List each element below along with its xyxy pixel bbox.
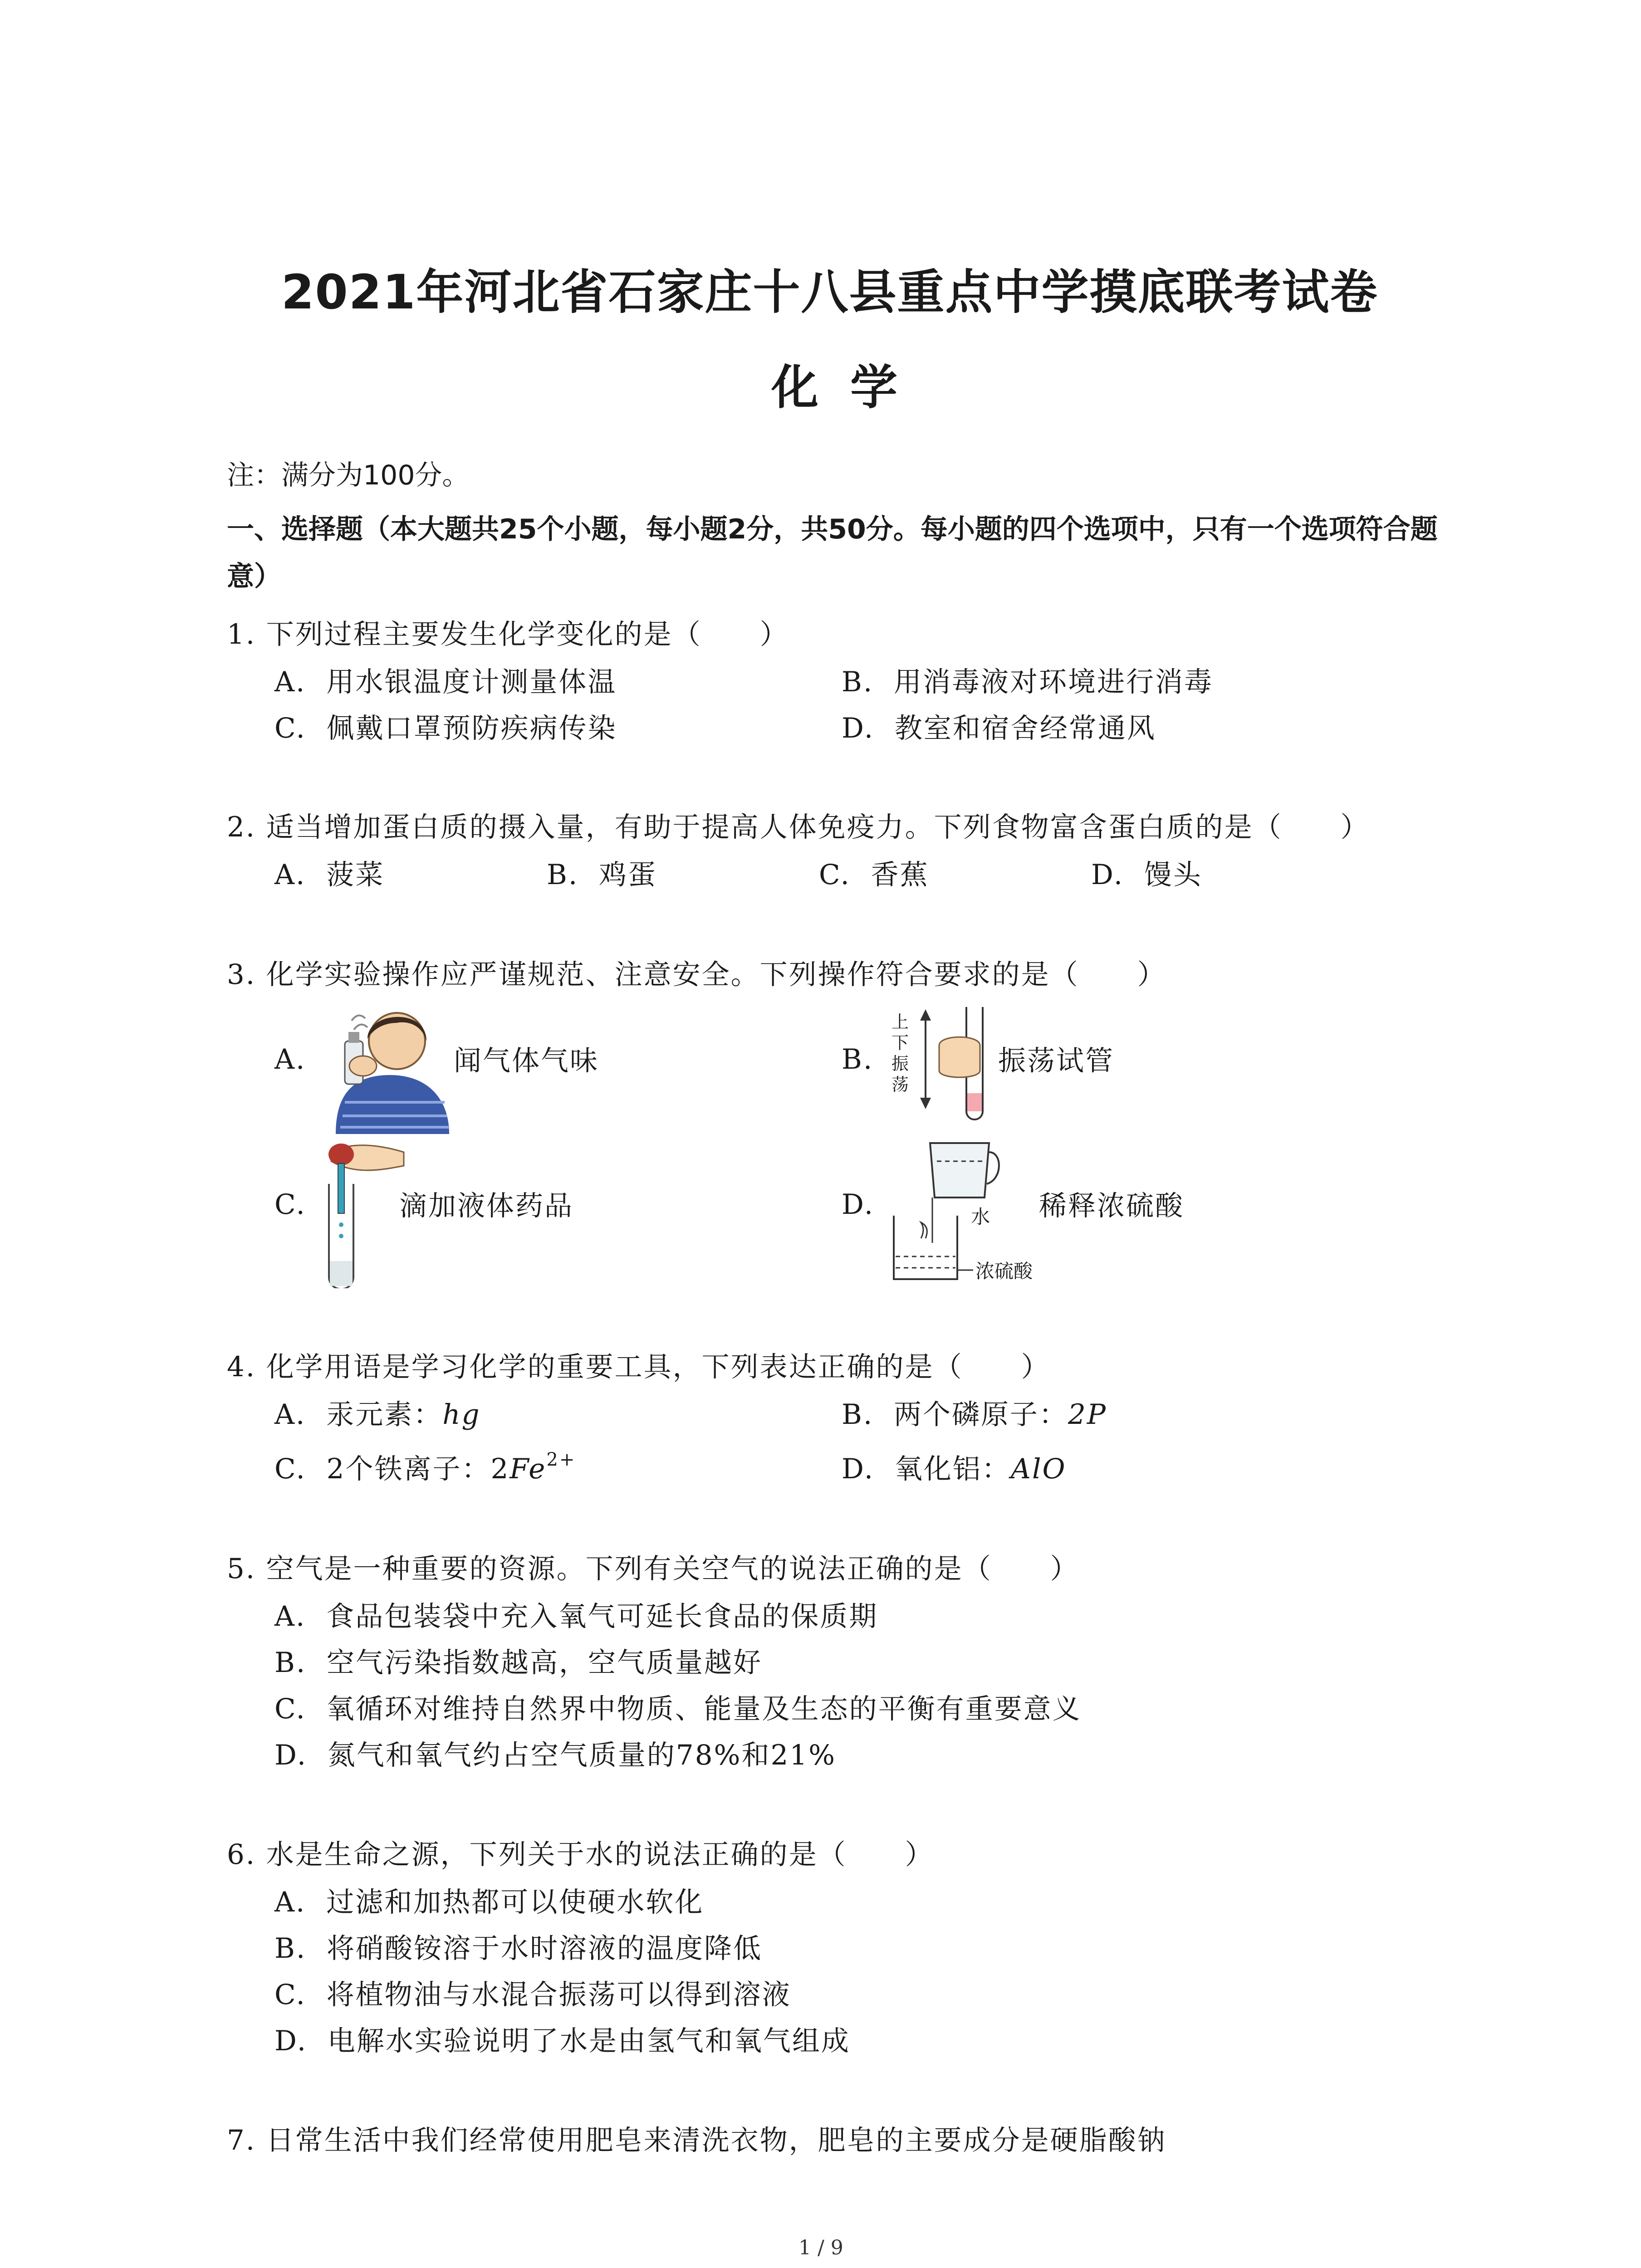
q3-option-a-text: 闻气体气味	[454, 1045, 599, 1077]
q3-option-c-text: 滴加液体药品	[399, 1190, 574, 1222]
smelling-gas-illustration	[318, 998, 454, 1134]
water-label: 水	[971, 1206, 990, 1228]
exam-title: 2021年河北省石家庄十八县重点中学摸底联考试卷	[281, 264, 1378, 320]
q6-option-a: A. 过滤和加热都可以使硬水软化	[274, 1886, 704, 1918]
question-1-stem: 1. 下列过程主要发生化学变化的是（ ）	[227, 618, 789, 650]
q1-option-c: C. 佩戴口罩预防疾病传染	[274, 712, 617, 744]
q6-option-b: B. 将硝酸铵溶于水时溶液的温度降低	[274, 1932, 763, 1965]
page-number: 1 / 9	[798, 2236, 843, 2259]
q5-option-a: A. 食品包装袋中充入氧气可延长食品的保质期	[274, 1600, 878, 1633]
q3-option-a-letter: A.	[274, 1043, 306, 1075]
q2-option-d: D. 馒头	[1091, 859, 1202, 891]
q3-option-d-text: 稀释浓硫酸	[1039, 1190, 1185, 1222]
q5-option-b: B. 空气污染指数越高，空气质量越好	[274, 1647, 763, 1679]
shake-direction-label: 上 下 振 荡	[892, 1012, 909, 1095]
q2-option-c: C. 香蕉	[819, 859, 929, 891]
q3-option-b-letter: B.	[842, 1043, 874, 1075]
q3-option-b-text: 振荡试管	[998, 1045, 1115, 1077]
question-6-stem: 6. 水是生命之源，下列关于水的说法正确的是（ ）	[227, 1838, 934, 1871]
q5-option-c: C. 氧循环对维持自然界中物质、能量及生态的平衡有重要意义	[274, 1693, 1082, 1725]
section-heading: 一、选择题（本大题共25个小题，每小题2分，共50分。每小题的四个选项中，只有一个选项符合题意）	[227, 513, 1438, 592]
q2-option-a: A. 菠菜	[274, 859, 385, 891]
q6-option-d: D. 电解水实验说明了水是由氢气和氧气组成	[274, 2025, 850, 2057]
question-2-stem: 2. 适当增加蛋白质的摄入量，有助于提高人体免疫力。下列食物富含蛋白质的是（ ）	[227, 811, 1370, 843]
q2-option-b: B. 鸡蛋	[547, 859, 657, 891]
q5-option-d: D. 氮气和氧气约占空气质量的78%和21%	[274, 1739, 837, 1771]
subject-title: 化学	[771, 360, 930, 415]
q4-option-c: C. 2个铁离子：$2Fe^{2+}$	[274, 1449, 576, 1485]
question-5-stem: 5. 空气是一种重要的资源。下列有关空气的说法正确的是（ ）	[227, 1553, 1079, 1585]
q6-option-c: C. 将植物油与水混合振荡可以得到溶液	[274, 1979, 791, 2011]
q1-option-d: D. 教室和宿舍经常通风	[842, 712, 1156, 744]
q4-option-b: B. 两个磷原子：2P	[842, 1398, 1107, 1431]
q4-option-d: D. 氧化铝：AlO	[842, 1453, 1067, 1485]
concentrated-acid-label: 浓硫酸	[975, 1260, 1033, 1282]
q3-option-c-letter: C.	[274, 1188, 306, 1221]
q1-option-b: B. 用消毒液对环境进行消毒	[842, 666, 1214, 698]
shaking-test-tube-illustration	[912, 1002, 994, 1125]
dropper-test-tube-illustration	[313, 1134, 413, 1288]
score-note: 注：满分为100分。	[227, 459, 470, 491]
q4-option-a: A. 汞元素：hg	[274, 1398, 481, 1431]
question-7-stem: 7. 日常生活中我们经常使用肥皂来清洗衣物，肥皂的主要成分是硬脂酸钠	[227, 2124, 1166, 2156]
q3-option-d-letter: D.	[842, 1188, 875, 1221]
question-4-stem: 4. 化学用语是学习化学的重要工具，下列表达正确的是（ ）	[227, 1351, 1050, 1383]
q1-option-a: A. 用水银温度计测量体温	[274, 666, 617, 698]
question-3-stem: 3. 化学实验操作应严谨规范、注意安全。下列操作符合要求的是（ ）	[227, 958, 1166, 991]
